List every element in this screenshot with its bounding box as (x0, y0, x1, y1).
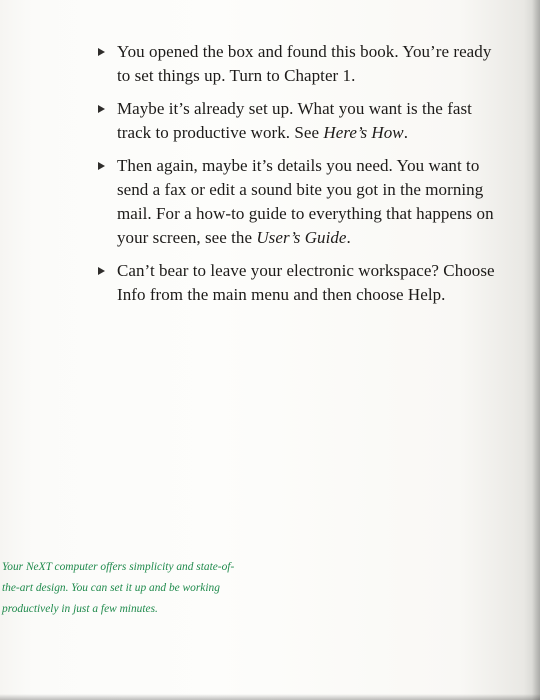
bullet-item-users-guide (98, 154, 498, 250)
margin-caption: Your NeXT computer offers simplicity and state-of-the-art design. You can set it up and be working productively in just a few minutes. (2, 561, 235, 615)
right-triangle-arrow-icon (98, 105, 105, 113)
bullet-item-heres-how (98, 97, 498, 145)
bullet-item-chapter-1 (98, 40, 498, 88)
bullet-text: You opened the box and found this book. You’re ready to set things up. Turn to Chapter 1. (117, 42, 492, 85)
bullet-text-part: Then again, maybe it’s details you need. You want to send a fax or edit a sound bite you got in the morning mail. For a how-to guide to everything that happens on your screen, see the (117, 156, 494, 247)
right-triangle-arrow-icon (98, 267, 105, 275)
bullet-text-part: . (403, 123, 409, 142)
bullet-text: Can’t bear to leave your electronic workspace? Choose Info from the main menu and then choose Help. (117, 261, 495, 304)
bullet-text (117, 156, 494, 247)
bullet-list (98, 40, 498, 316)
book-title-heres-how: Here’s How (323, 123, 404, 142)
bullet-text-part: . (346, 228, 351, 247)
bullet-item-help (98, 259, 498, 307)
book-title-users-guide: User’s Guide (256, 228, 347, 247)
page-edge-shadow (532, 0, 540, 700)
bullet-text (117, 99, 472, 142)
right-triangle-arrow-icon (98, 162, 105, 170)
page-bottom-shadow (0, 694, 540, 700)
bullet-text-part: Maybe it’s already set up. What you want is the fast track to productive work. See (117, 99, 472, 142)
right-triangle-arrow-icon (98, 48, 105, 56)
